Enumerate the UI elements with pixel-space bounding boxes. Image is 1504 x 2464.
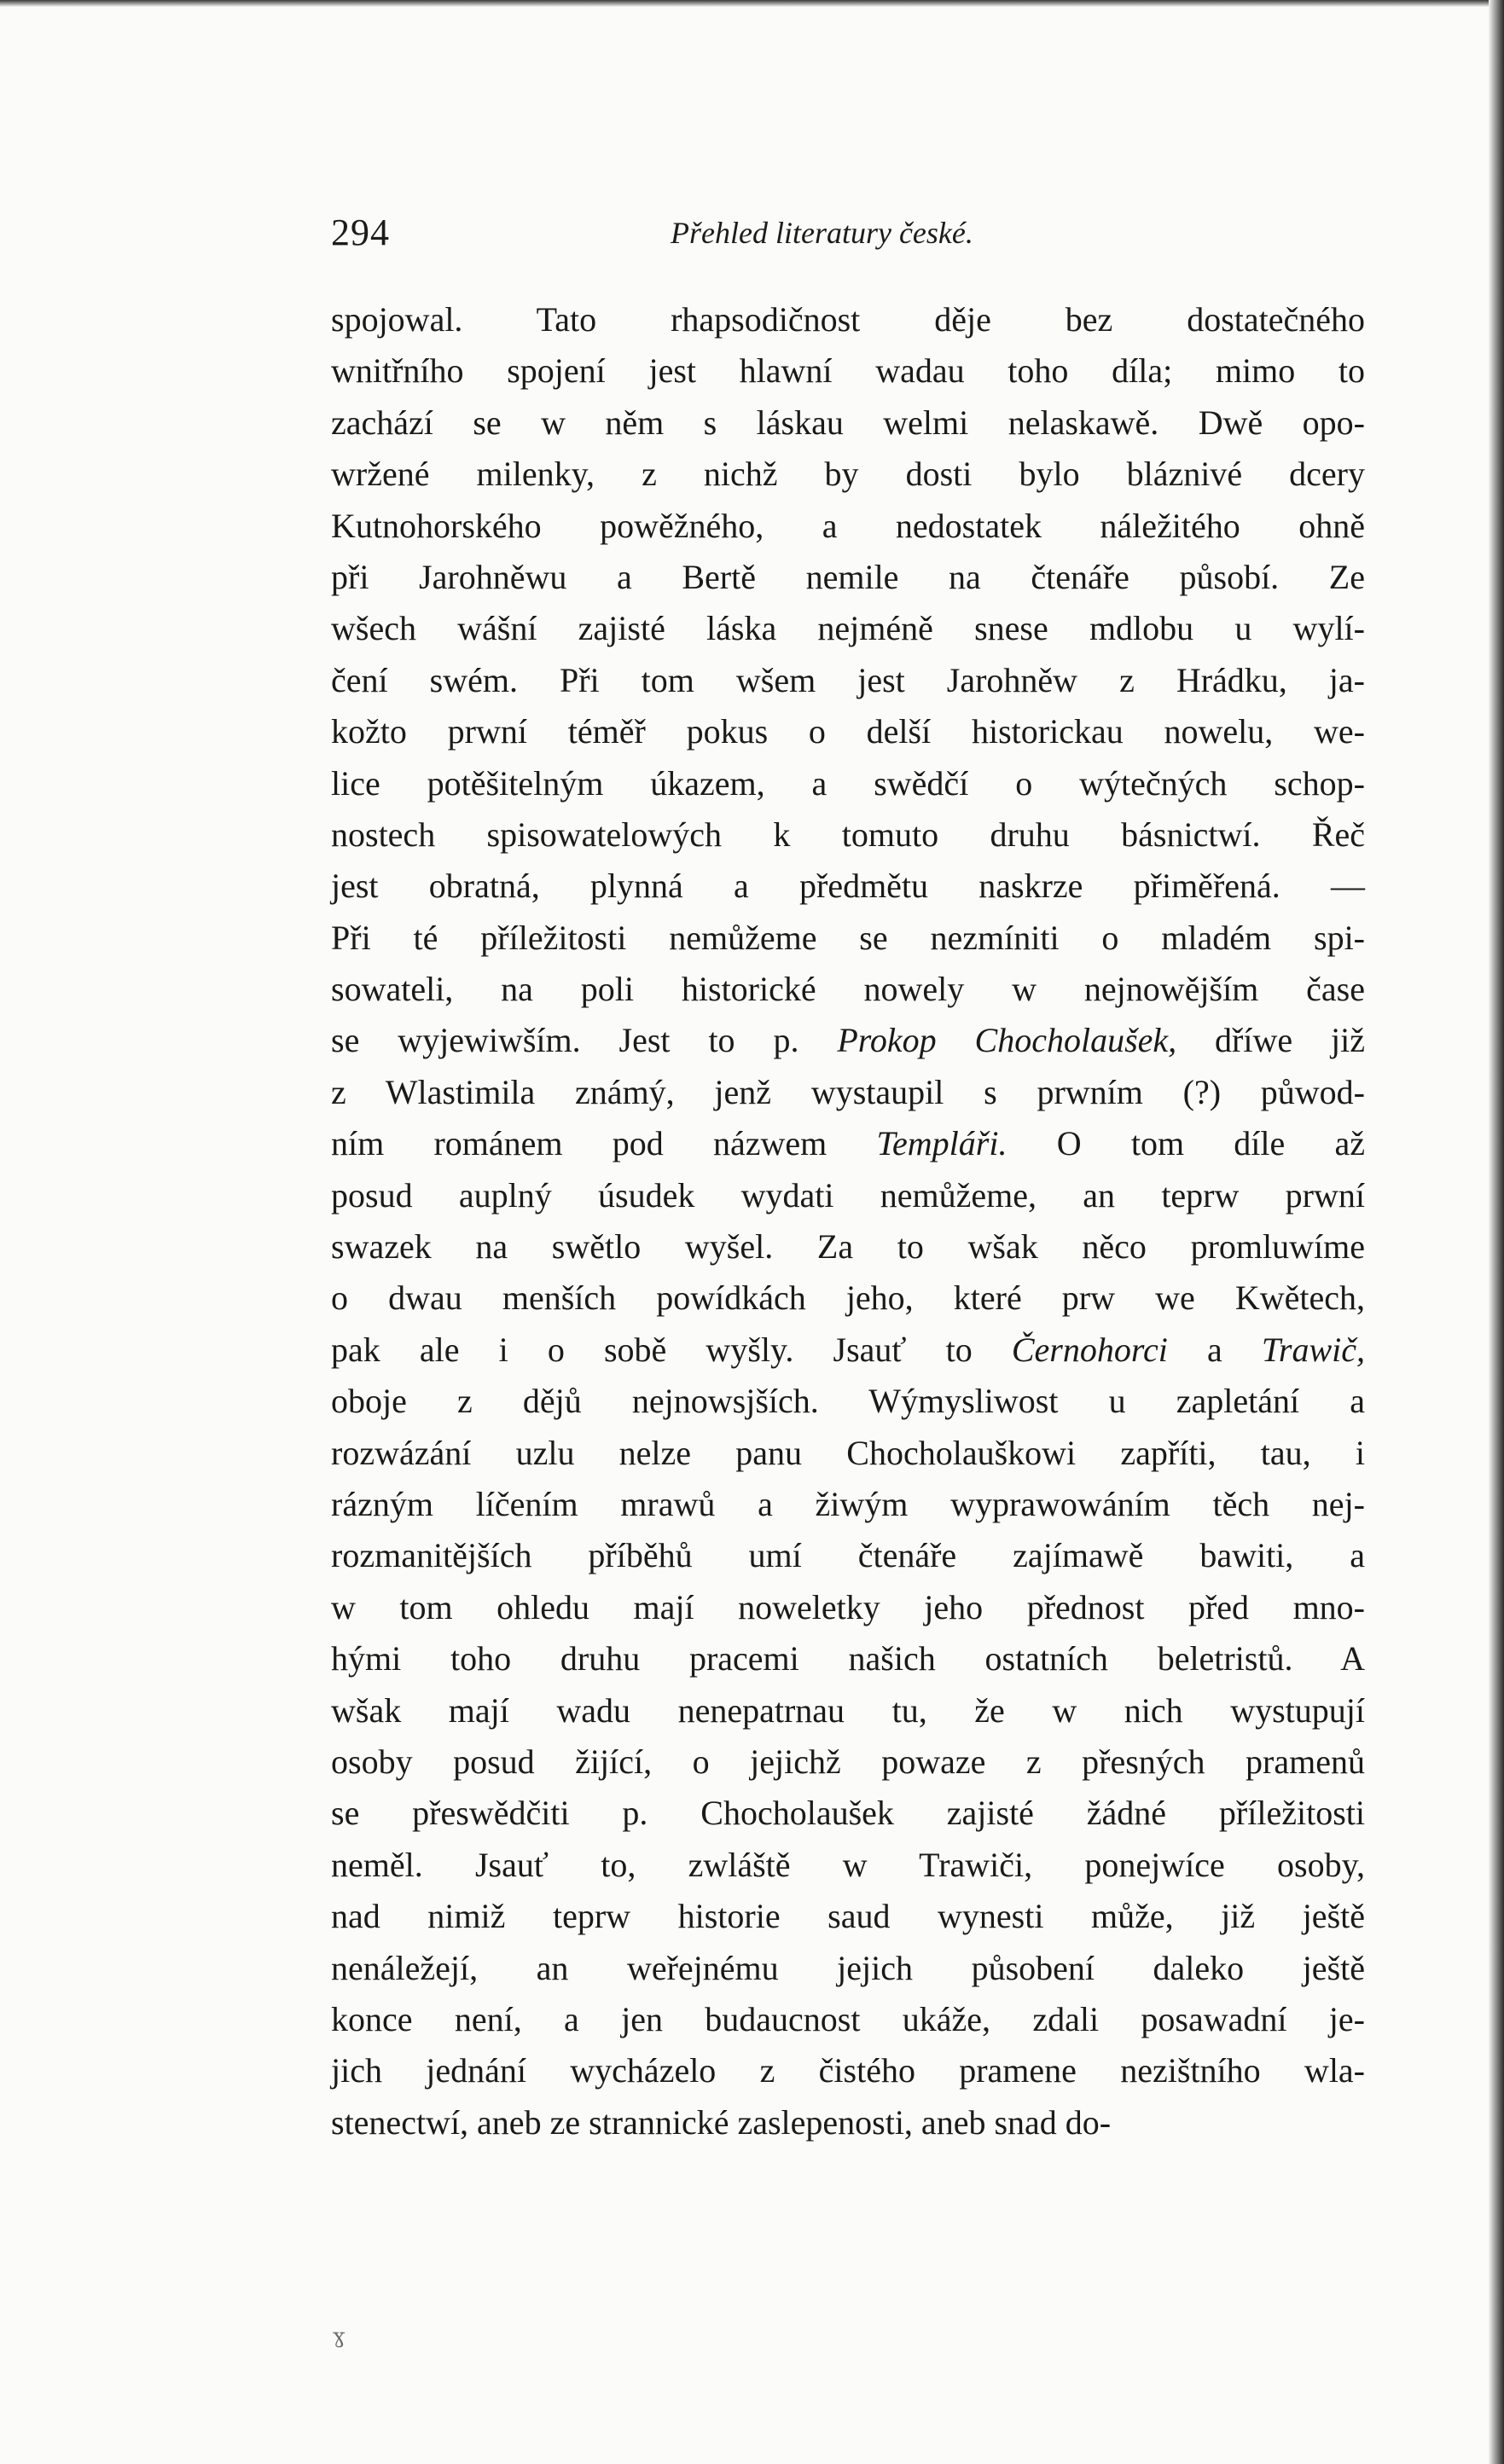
text-line: konce není, a jen budaucnost ukáže, zdali posawadní je-	[331, 1999, 1365, 2038]
text-line: oboje z dějů nejnowsjších. Wýmysliwost u zapletání a	[331, 1382, 1365, 1421]
text-line: hými toho druhu pracemi našich ostatních beletristů. A	[331, 1639, 1365, 1678]
text-line: z Wlastimila známý, jenž wystaupil s prwním (?) půwod-	[331, 1072, 1365, 1111]
text-line: rozmanitějších příběhů umí čtenáře zajímawě bawiti, a	[331, 1536, 1365, 1575]
text-line: nenáležejí, an weřejnému jejich působení daleko ještě	[331, 1948, 1365, 1987]
text-line: neměl. Jsauť to, zwláště w Trawiči, ponejwíce osoby,	[331, 1845, 1365, 1884]
text-line: w tom ohledu mají noweletky jeho přednost před mno-	[331, 1587, 1365, 1626]
text-line: pak ale i o sobě wyšly. Jsauť to Černohorci a Trawič,	[331, 1330, 1365, 1369]
text-line: ním románem pod názwem Templáři. O tom díle až	[331, 1124, 1365, 1163]
text-line: swazek na swětlo wyšel. Za to wšak něco promluwíme	[331, 1227, 1365, 1267]
text-line: stenectwí, aneb ze strannické zaslepenosti, aneb snad do-	[331, 2102, 1112, 2142]
text-line: posud auplný úsudek wydati nemůžeme, an teprw prwní	[331, 1175, 1365, 1215]
text-line: zachází se w něm s láskau welmi nelaskawě. Dwě opo-	[331, 403, 1365, 442]
text-line: při Jarohněwu a Bertě nemile na čtenáře působí. Ze	[331, 557, 1365, 596]
text-line: Při té příležitosti nemůžeme se nezmíniti o mladém spi-	[331, 918, 1365, 957]
page-number: 294	[331, 212, 390, 253]
text-line: sowateli, na poli historické nowely w nejnowějším čase	[331, 970, 1365, 1009]
text-line: se wyjewiwším. Jest to p. Prokop Chocholaušek, dříwe již	[331, 1021, 1366, 1060]
page-right-edge	[1489, 0, 1504, 2464]
text-line: se přeswědčiti p. Chocholaušek zajisté žádné příležitosti	[331, 1794, 1365, 1833]
text-line: osoby posud žijící, o jejichž powaze z přesných pramenů	[331, 1742, 1365, 1781]
text-line: kožto prwní téměř pokus o delší historickau nowelu, we-	[331, 712, 1365, 751]
running-title: Přehled literatury české.	[671, 216, 973, 250]
text-line: o dwau menších powídkách jeho, které prw we Kwětech,	[331, 1278, 1365, 1318]
text-line: wržené milenky, z nichž by dosti bylo bláznivé dcery	[331, 455, 1365, 494]
text-line: čení swém. Při tom wšem jest Jarohněw z Hrádku, ja-	[331, 660, 1365, 699]
text-line: wšech wášní zajisté láska nejméně snese mdlobu u wylí-	[331, 609, 1365, 648]
text-line: wšak mají wadu nenepatrnau tu, že w nich wystupují	[331, 1690, 1365, 1730]
text-line: nostech spisowatelowých k tomuto druhu básnictwí. Řeč	[331, 815, 1365, 854]
text-line: Kutnohorského powěžného, a nedostatek náležitého ohně	[331, 506, 1365, 545]
stray-mark: ɣ	[333, 2324, 346, 2348]
text-line: rozwázání uzlu nelze panu Chocholauškowi zapříti, tau, i	[331, 1433, 1365, 1472]
text-line: rázným líčením mrawů a žiwým wyprawowáním těch nej-	[331, 1484, 1365, 1523]
body-text	[331, 294, 1365, 2148]
page-top-edge	[0, 0, 1504, 7]
running-head	[331, 203, 1363, 263]
text-line: nad nimiž teprw historie saud wynesti může, již ještě	[331, 1897, 1365, 1936]
text-line: jest obratná, plynná a předmětu naskrze přiměřená. —	[331, 867, 1365, 906]
text-line: spojowal. Tato rhapsodičnost děje bez dostatečného	[331, 300, 1365, 339]
text-line: wnitřního spojení jest hlawní wadau toho díla; mimo to	[331, 351, 1365, 391]
text-line: lice potěšitelným úkazem, a swědčí o wýtečných schop-	[331, 763, 1365, 803]
text-line: jich jednání wycházelo z čistého pramene nezištního wla-	[331, 2051, 1365, 2090]
